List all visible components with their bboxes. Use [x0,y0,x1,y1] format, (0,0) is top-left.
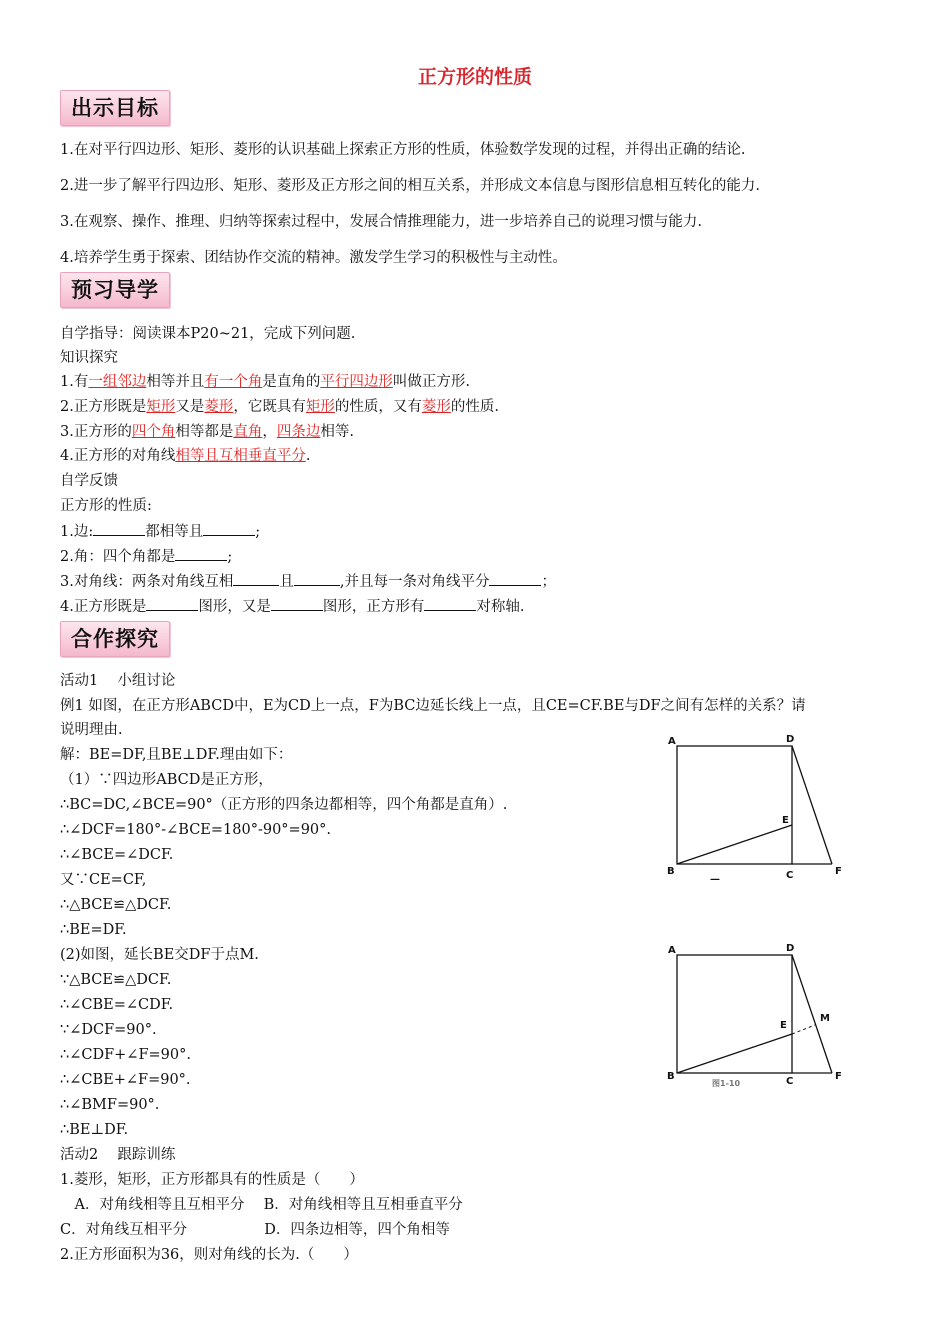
answer: 菱形 [204,399,234,415]
feedback-2: 2.角：四个角都是 ; [60,546,232,567]
label-a: A [668,736,676,747]
self-study-guide: 自学指导：阅读课本P20~21，完成下列问题. [60,326,356,342]
activity-1-title: 活动1 小组讨论 [60,673,176,689]
knowledge-4: 4.正方形的对角线相等且互相垂直平分. [60,448,311,464]
answer: 矩形 [305,399,335,415]
exercise-1-options-cd: C．对角线互相平分 D．四条边相等，四个角相等 [60,1222,450,1238]
answer: 有一个角 [204,374,263,390]
solution-line: 解：BE=DF,且BE⊥DF.理由如下： [60,747,293,763]
solution-line: ∴∠BCE=∠DCF. [60,847,174,863]
exercise-1-options-ab: A．对角线相等且互相平分 B．对角线相等且互相垂直平分 [60,1197,463,1213]
activity-2-title: 活动2 跟踪训练 [60,1147,176,1163]
blank-line [233,571,279,586]
solution-line: ∴∠DCF=180°-∠BCE=180°-90°=90°. [60,822,332,838]
answer: 四条边 [276,424,321,440]
feedback-title: 自学反馈 [60,473,118,489]
label-c: C [786,1076,794,1087]
square-abcd [677,955,792,1073]
blank-line [294,571,340,586]
solution-line: (2)如图，延长BE交DF于点M. [60,947,259,963]
answer: 四个角 [131,424,176,440]
label-e: E [780,1020,787,1031]
segment-em-dashed [792,1025,815,1034]
feedback-1: 1.边: 都相等且 ; [60,521,260,542]
solution-line: ∴BE=DF. [60,922,127,938]
section-tag-goals: 出示目标 [60,90,170,126]
blank-line [146,596,198,611]
goal-4: 4.培养学生勇于探索、团结协作交流的精神。激发学生学习的积极性与主动性。 [60,250,567,266]
square-props-title: 正方形的性质: [60,498,152,514]
example-1-line-2: 说明理由. [60,722,123,738]
section-tag-coop: 合作探究 [60,621,170,657]
solution-line: ∴BC=DC,∠BCE=90°（正方形的四条边都相等，四个角都是直角）. [60,797,508,813]
solution-line: ∴∠CBE+∠F=90°. [60,1072,191,1088]
segment-be [677,1034,792,1073]
label-d: D [786,734,795,745]
blank-line [424,596,476,611]
solution-line: ∴∠CDF+∠F=90°. [60,1047,191,1063]
knowledge-explore-title: 知识探究 [60,350,118,366]
exercise-2: 2.正方形面积为36，则对角线的长为.（ ） [60,1247,358,1263]
goal-1: 1.在对平行四边形、矩形、菱形的认识基础上探索正方形的性质，体验数学发现的过程，并得出正确的结论. [60,142,746,158]
knowledge-2: 2.正方形既是矩形又是菱形，它既具有矩形的性质，又有菱形的性质. [60,399,499,415]
blank-line [489,571,541,586]
segment-be [677,825,792,864]
label-a: A [668,945,676,956]
knowledge-3: 3.正方形的四个角相等都是直角，四条边相等. [60,424,354,440]
solution-line: ∵∠DCF=90°. [60,1022,157,1038]
figure-square-1 [660,728,860,888]
segment-df [792,746,832,864]
label-f: F [835,1071,842,1082]
label-c: C [786,870,794,881]
section-tag-preview: 预习导学 [60,272,170,308]
page-title: 正方形的性质 [417,66,532,88]
figure-square-2 [660,935,860,1095]
figure-mark: — [710,874,720,885]
blank-line [175,546,227,561]
solution-line: ∵△BCE≌△DCF. [60,972,172,988]
label-f: F [835,866,842,877]
square-abcd [677,746,792,864]
solution-line: （1）∵四边形ABCD是正方形， [60,772,273,788]
solution-line: ∴∠CBE=∠CDF. [60,997,174,1013]
label-m: M [820,1013,830,1024]
feedback-3: 3.对角线：两条对角线互相 且 ,并且每一条对角线平分 ； [60,571,556,592]
figure-caption: 图1-10 [712,1079,741,1088]
goal-2: 2.进一步了解平行四边形、矩形、菱形及正方形之间的相互关系，并形成文本信息与图形信息相互转化的能力. [60,178,760,194]
answer: 一组邻边 [88,374,147,390]
example-1-line-1: 例1 如图，在正方形ABCD中，E为CD上一点，F为BC边延长线上一点，且CE=CF.BE与DF之间有怎样的关系？请 [60,698,806,714]
solution-line: ∴∠BMF=90°. [60,1097,160,1113]
label-e: E [782,815,789,826]
label-b: B [667,1071,675,1082]
solution-line: 又∵CE=CF, [60,872,147,888]
answer: 相等且互相垂直平分 [175,448,306,464]
goal-3: 3.在观察、操作、推理、归纳等探索过程中，发展合情推理能力，进一步培养自己的说理习惯与能力. [60,214,702,230]
exercise-1: 1.菱形，矩形，正方形都具有的性质是（ ） [60,1172,364,1188]
solution-line: ∴△BCE≌△DCF. [60,897,172,913]
label-d: D [786,943,795,954]
blank-line [93,521,145,536]
solution-line: ∴BE⊥DF. [60,1122,129,1138]
label-b: B [667,866,675,877]
feedback-4: 4.正方形既是 图形，又是 图形，正方形有 对称轴. [60,596,524,617]
answer: 矩形 [146,399,176,415]
knowledge-1: 1.有一组邻边相等并且有一个角是直角的平行四边形叫做正方形. [60,374,470,390]
blank-line [271,596,323,611]
answer: 菱形 [421,399,451,415]
answer: 直角 [233,424,263,440]
blank-line [203,521,255,536]
answer: 平行四边形 [320,374,393,390]
